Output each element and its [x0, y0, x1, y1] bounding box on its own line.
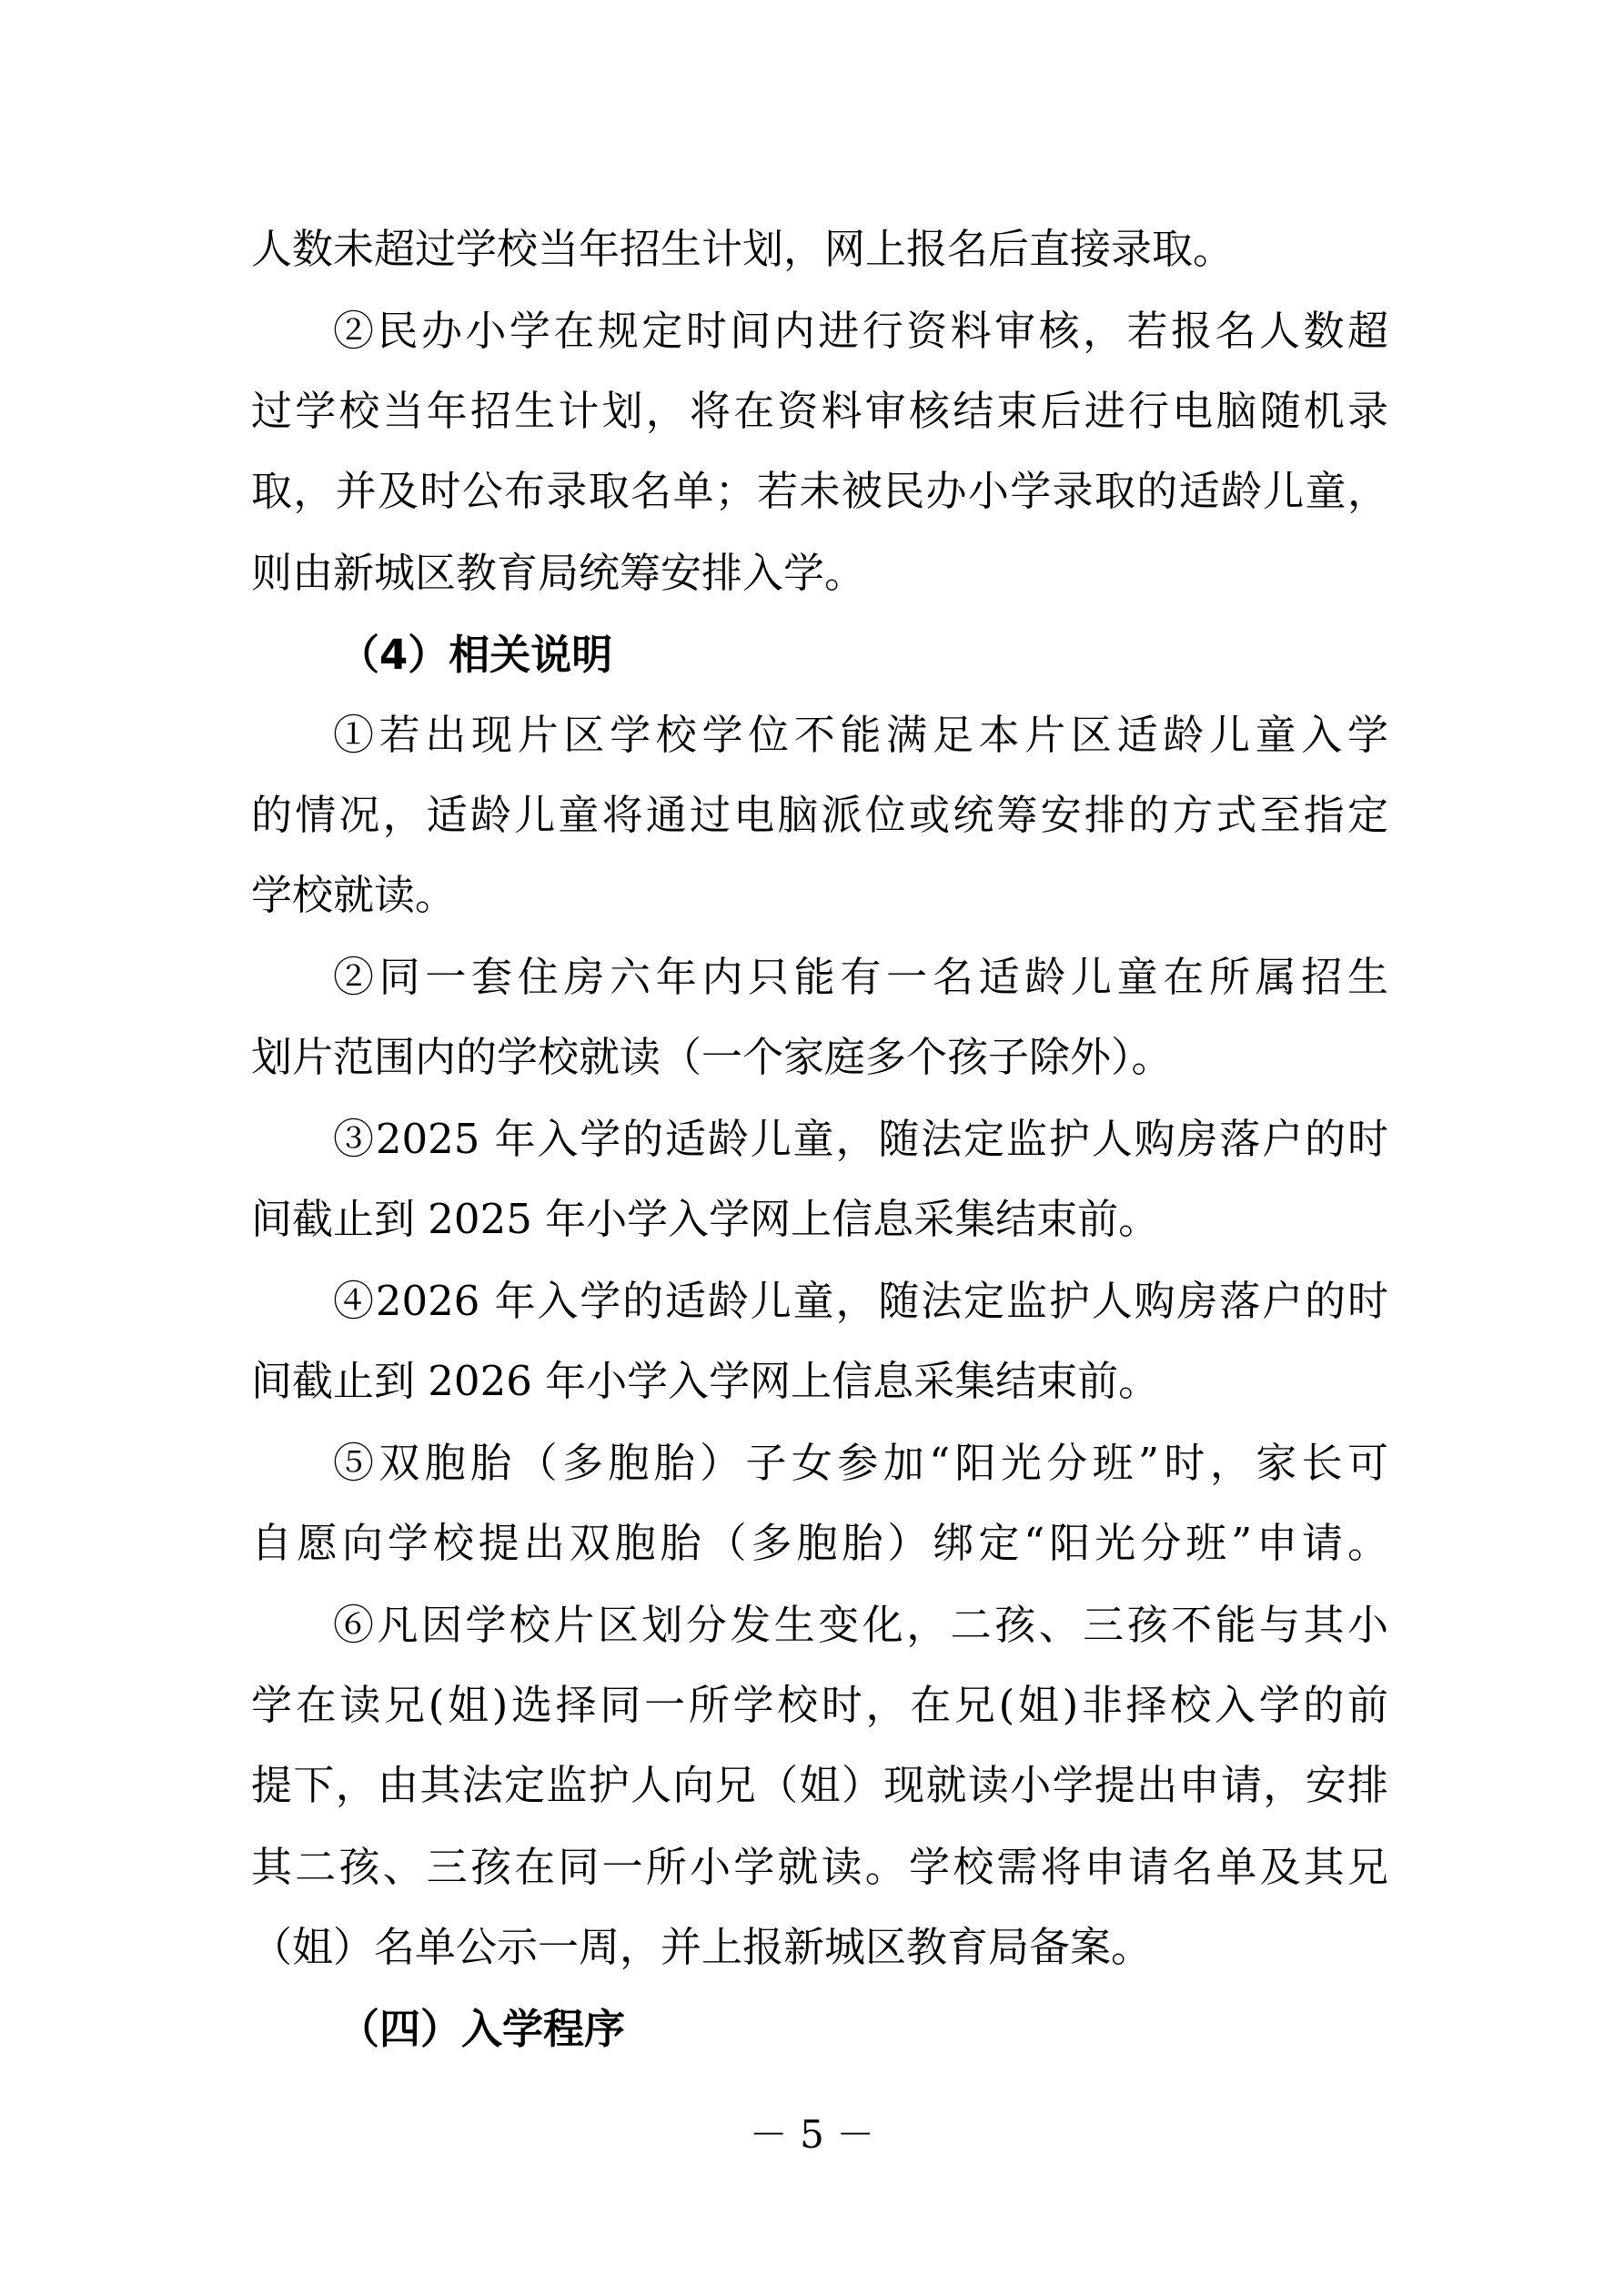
- body-text-line: ①若出现片区学校学位不能满足本片区适龄儿童入学: [333, 711, 1388, 759]
- body-text-line: ⑥凡因学校片区划分发生变化，二孩、三孩不能与其小: [333, 1601, 1388, 1649]
- body-text-line: （姐）名单公示一周，并上报新城区教育局备案。: [251, 1923, 1153, 1971]
- body-text-line: 自愿向学校提出双胞胎（多胞胎）绑定“阳光分班”申请。: [251, 1519, 1388, 1567]
- body-text-line: 过学校当年招生计划，将在资料审核结束后进行电脑随机录: [251, 387, 1388, 435]
- body-text-line: 取，并及时公布录取名单；若未被民办小学录取的适龄儿童，: [251, 467, 1388, 515]
- body-text-line: ④2026 年入学的适龄儿童，随法定监护人购房落户的时: [333, 1277, 1388, 1325]
- body-text-line: ⑤双胞胎（多胞胎）子女参加“阳光分班”时，家长可: [333, 1439, 1388, 1487]
- page-number: － 5 －: [749, 2112, 875, 2157]
- section-heading: （4）相关说明: [338, 631, 613, 679]
- body-text-line: ②民办小学在规定时间内进行资料审核，若报名人数超: [333, 307, 1388, 355]
- body-text-line: ②同一套住房六年内只能有一名适龄儿童在所属招生: [333, 953, 1388, 1001]
- body-text-line: ③2025 年入学的适龄儿童，随法定监护人购房落户的时: [333, 1115, 1388, 1163]
- body-text-line: 间截止到 2025 年小学入学网上信息采集结束前。: [251, 1195, 1160, 1243]
- body-text-line: 划片范围内的学校就读（一个家庭多个孩子除外）。: [251, 1033, 1173, 1081]
- body-text-line: 提下，由其法定监护人向兄（姐）现就读小学提出申请，安排: [251, 1761, 1388, 1809]
- body-text-line: 则由新城区教育局统筹安排入学。: [251, 549, 866, 597]
- body-text-line: 间截止到 2026 年小学入学网上信息采集结束前。: [251, 1357, 1160, 1405]
- section-heading: （四）入学程序: [338, 2005, 626, 2053]
- body-text-line: 学在读兄(姐)选择同一所学校时，在兄(姐)非择校入学的前: [251, 1681, 1388, 1729]
- body-text-line: 其二孩、三孩在同一所小学就读。学校需将申请名单及其兄: [251, 1843, 1388, 1891]
- body-text-line: 学校就读。: [251, 871, 457, 919]
- body-text-line: 的情况，适龄儿童将通过电脑派位或统筹安排的方式至指定: [251, 791, 1388, 839]
- body-text-line: 人数未超过学校当年招生计划，网上报名后直接录取。: [251, 225, 1235, 273]
